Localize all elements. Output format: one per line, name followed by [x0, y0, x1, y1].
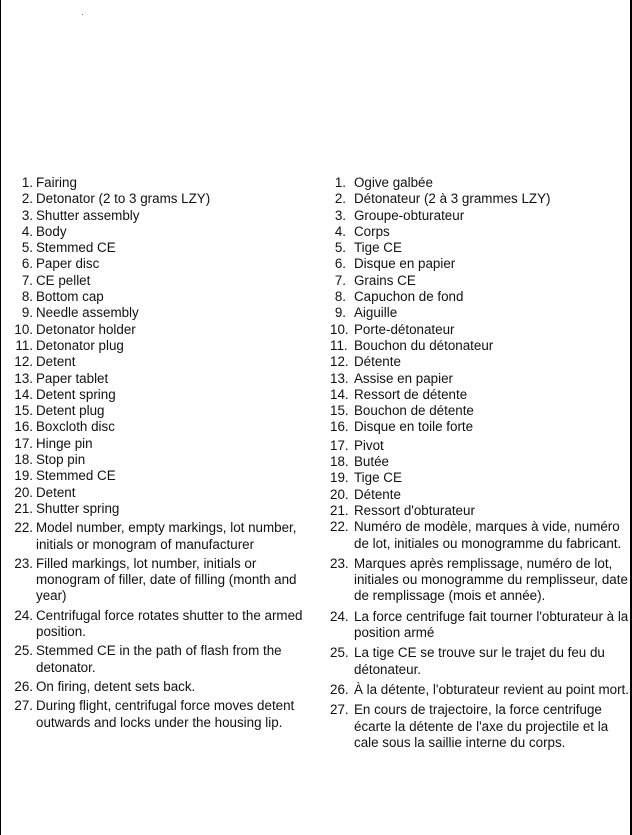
item-number: 15.	[330, 403, 349, 419]
french-legend	[330, 175, 632, 751]
item-text: Detonator holder	[36, 321, 136, 337]
item-text: Ressort de détente	[354, 386, 468, 402]
item-number: 27.	[330, 702, 349, 718]
legend-item-en-23	[8, 556, 308, 605]
legend-item-en-27	[8, 698, 308, 731]
legend-item-fr-14	[330, 387, 632, 403]
item-text: Détente	[354, 486, 401, 502]
item-number: 6.	[334, 256, 346, 272]
item-text: Ressort d'obturateur	[354, 502, 475, 518]
item-number: 27.	[14, 698, 33, 714]
item-number: 11.	[15, 337, 33, 353]
legend-item-fr-5	[330, 240, 632, 256]
item-text: Detonator (2 to 3 grams LZY)	[36, 191, 211, 207]
item-number: 6.	[21, 256, 33, 272]
item-text: Detent spring	[36, 386, 116, 402]
item-number: 14.	[14, 386, 33, 402]
item-text: Paper disc	[36, 256, 100, 272]
item-text: Stemmed CE	[36, 468, 116, 484]
item-text: La force centrifuge fait tourner l'obturateur à la position armé	[354, 608, 629, 641]
item-number: 22.	[14, 520, 33, 536]
legend-item-fr-17	[330, 438, 632, 454]
legend-item-en-26	[8, 679, 308, 695]
item-number: 2.	[334, 191, 346, 207]
item-text: En cours de trajectoire, la force centrifuge écarte la détente de l'axe du projectile et la cale sous la saillie interne du corps.	[354, 702, 609, 750]
item-text: Stop pin	[36, 452, 86, 468]
item-number: 13.	[14, 370, 33, 386]
item-number: 26.	[330, 681, 349, 697]
item-number: 12.	[330, 354, 349, 370]
page-border-left	[0, 0, 1, 835]
legend-item-en-5	[8, 240, 308, 256]
legend-item-en-10	[8, 322, 308, 338]
item-number: 24.	[330, 608, 349, 624]
item-text: Pivot	[354, 437, 384, 453]
item-number: 5.	[334, 240, 346, 256]
legend-item-fr-20	[330, 487, 632, 503]
legend-item-fr-12	[330, 354, 632, 370]
item-text: Detent	[36, 354, 76, 370]
item-text: Butée	[354, 454, 389, 470]
legend-item-fr-9	[330, 305, 632, 321]
item-text: Paper tablet	[36, 370, 109, 386]
item-text: Stemmed CE in the path of flash from the detonator.	[36, 643, 282, 675]
legend-item-fr-7	[330, 273, 632, 289]
legend-item-fr-23	[330, 556, 632, 605]
item-number: 9.	[21, 305, 33, 321]
legend-item-en-20	[8, 485, 308, 501]
item-number: 10.	[330, 321, 349, 337]
item-text: Tige CE	[354, 240, 402, 256]
item-number: 5.	[21, 240, 33, 256]
legend-item-en-15	[8, 403, 308, 419]
item-text: Assise en papier	[354, 370, 453, 386]
item-text: Filled markings, lot number, initials or monogram of filler, date of filling (month and year)	[36, 555, 297, 604]
item-text: Needle assembly	[36, 305, 139, 321]
item-text: Shutter spring	[36, 500, 120, 516]
legend-item-en-18	[8, 452, 308, 468]
item-text: Fairing	[36, 175, 77, 190]
legend-item-fr-6	[330, 256, 632, 272]
legend-item-fr-13	[330, 371, 632, 387]
legend-item-en-16	[8, 419, 308, 435]
item-number: 9.	[334, 305, 346, 321]
item-number: 25.	[14, 643, 33, 659]
legend-item-fr-8	[330, 289, 632, 305]
item-number: 16.	[330, 419, 349, 435]
item-number: 14.	[330, 386, 349, 402]
legend-item-en-2	[8, 191, 308, 207]
legend-item-en-14	[8, 387, 308, 403]
item-text: CE pellet	[36, 272, 91, 288]
item-number: 17.	[14, 435, 33, 451]
item-text: During flight, centrifugal force moves detent outwards and locks under the housing lip.	[36, 698, 295, 730]
item-number: 3.	[334, 207, 346, 223]
item-text: Bouchon du détonateur	[354, 337, 494, 353]
item-text: Tige CE	[354, 470, 402, 486]
item-number: 4.	[21, 223, 33, 239]
item-text: Shutter assembly	[36, 207, 140, 223]
legend-item-fr-15	[330, 403, 632, 419]
item-text: Porte-détonateur	[354, 321, 455, 337]
item-number: 26.	[14, 678, 33, 694]
legend-item-fr-4	[330, 224, 632, 240]
item-text: À la détente, l'obturateur revient au point mort.	[354, 681, 629, 697]
item-number: 13.	[330, 370, 349, 386]
item-text: Détonateur (2 à 3 grammes LZY)	[354, 191, 551, 207]
item-number: 22.	[330, 519, 349, 535]
item-text: Aiguille	[354, 305, 398, 321]
legend-item-fr-3	[330, 208, 632, 224]
item-number: 4.	[334, 223, 346, 239]
item-text: Ogive galbée	[354, 175, 433, 190]
item-number: 21.	[330, 502, 349, 518]
item-number: 23.	[14, 555, 33, 571]
legend-item-en-13	[8, 371, 308, 387]
item-number: 20.	[14, 484, 33, 500]
item-text: Corps	[354, 223, 390, 239]
item-text: Boxcloth disc	[36, 419, 115, 435]
legend-item-en-17	[8, 436, 308, 452]
legend-item-fr-16	[330, 419, 632, 435]
legend-item-en-7	[8, 273, 308, 289]
legend-item-fr-25	[330, 645, 632, 678]
english-legend	[8, 175, 308, 731]
legend-item-fr-2	[330, 191, 632, 207]
item-text: Detent	[36, 484, 76, 500]
item-text: Disque en papier	[354, 256, 456, 272]
scan-speck	[82, 14, 83, 15]
item-text: Marques après remplissage, numéro de lot, initiales ou monogramme du remplisseur, date de remplissage (mois et année).	[354, 555, 628, 604]
item-number: 19.	[14, 468, 33, 484]
legend-item-en-1	[8, 175, 308, 191]
item-text: Numéro de modèle, marques à vide, numéro de lot, initiales ou monogramme du fabricant.	[354, 519, 622, 551]
item-text: Stemmed CE	[36, 240, 116, 256]
legend-item-en-9	[8, 305, 308, 321]
legend-item-en-19	[8, 468, 308, 484]
item-number: 2.	[21, 191, 33, 207]
legend-item-fr-27	[330, 702, 632, 751]
legend-item-fr-11	[330, 338, 632, 354]
item-number: 18.	[14, 452, 33, 468]
item-text: Bottom cap	[36, 289, 104, 305]
item-number: 19.	[330, 470, 349, 486]
item-number: 8.	[21, 289, 33, 305]
item-text: Model number, empty markings, lot number, initials or monogram of manufacturer	[36, 520, 297, 552]
legend-item-en-25	[8, 643, 308, 676]
item-number: 18.	[330, 454, 349, 470]
item-text: Détente	[354, 354, 401, 370]
item-number: 3.	[21, 207, 33, 223]
item-number: 20.	[330, 486, 349, 502]
item-number: 21.	[14, 500, 33, 516]
legend-item-fr-21	[330, 503, 632, 519]
legend-item-en-11	[8, 338, 308, 354]
legend-item-en-12	[8, 354, 308, 370]
item-text: Detonator plug	[36, 337, 124, 353]
legend-item-en-4	[8, 224, 308, 240]
item-number: 15.	[14, 403, 33, 419]
item-number: 11.	[330, 337, 348, 353]
item-number: 10.	[14, 321, 33, 337]
legend-item-en-8	[8, 289, 308, 305]
legend-item-fr-24	[330, 609, 632, 642]
item-text: Grains CE	[354, 272, 416, 288]
item-number: 16.	[14, 419, 33, 435]
item-text: Bouchon de détente	[354, 403, 474, 419]
item-number: 1.	[334, 175, 346, 190]
item-text: Detent plug	[36, 403, 105, 419]
legend-item-en-24	[8, 608, 308, 641]
item-number: 8.	[334, 289, 346, 305]
item-number: 12.	[14, 354, 33, 370]
item-number: 23.	[330, 555, 349, 571]
item-number: 7.	[334, 272, 346, 288]
legend-item-en-21	[8, 501, 308, 517]
legend-item-fr-22	[330, 519, 632, 552]
legend-item-en-6	[8, 256, 308, 272]
item-number: 17.	[330, 437, 349, 453]
legend-item-en-3	[8, 208, 308, 224]
legend-item-fr-19	[330, 470, 632, 486]
item-text: Disque en toile forte	[354, 419, 474, 435]
legend-item-fr-1	[330, 175, 632, 191]
item-text: Hinge pin	[36, 435, 93, 451]
legend-item-fr-10	[330, 322, 632, 338]
legend-item-en-22	[8, 520, 308, 553]
item-text: La tige CE se trouve sur le trajet du feu du détonateur.	[354, 645, 605, 677]
item-number: 24.	[14, 607, 33, 623]
legend-item-fr-18	[330, 454, 632, 470]
item-text: On firing, detent sets back.	[36, 678, 196, 694]
legend-item-fr-26	[330, 682, 632, 698]
item-number: 1.	[21, 175, 33, 190]
item-text: Groupe-obturateur	[354, 207, 465, 223]
item-number: 7.	[21, 272, 33, 288]
item-text: Capuchon de fond	[354, 289, 464, 305]
item-text: Body	[36, 223, 67, 239]
item-number: 25.	[330, 645, 349, 661]
item-text: Centrifugal force rotates shutter to the armed position.	[36, 607, 303, 640]
